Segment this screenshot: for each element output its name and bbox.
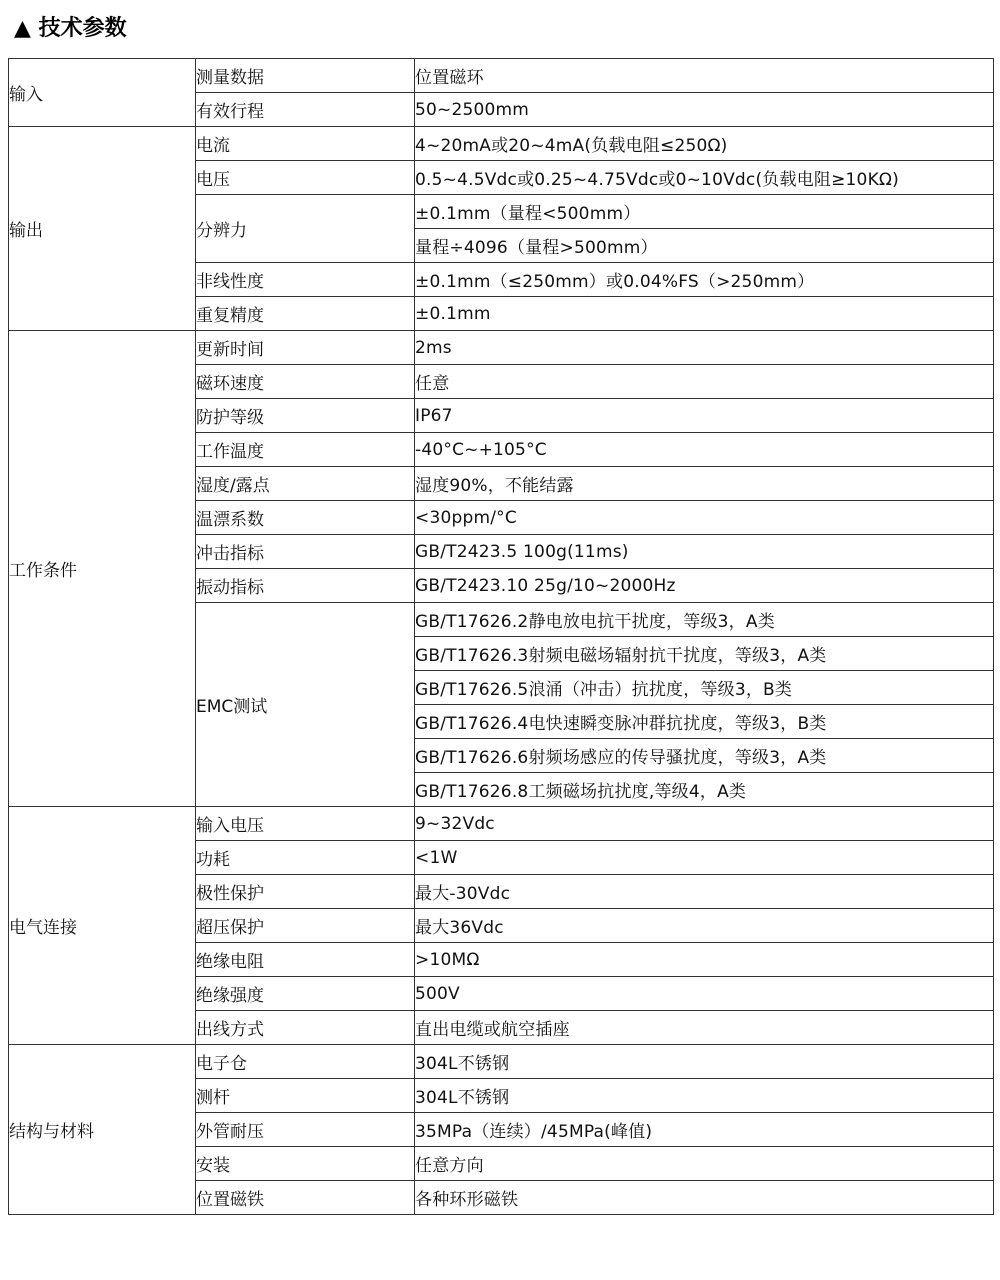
category-cell: 结构与材料 <box>9 1045 196 1215</box>
parameter-value-cell: 量程÷4096（量程>500mm） <box>415 229 994 263</box>
parameter-value-cell: 位置磁环 <box>415 59 994 93</box>
parameter-value-cell: 304L不锈钢 <box>415 1079 994 1113</box>
parameter-name-cell: 绝缘强度 <box>196 977 415 1011</box>
parameter-value-cell: 0.5~4.5Vdc或0.25~4.75Vdc或0~10Vdc(负载电阻≥10KΩ) <box>415 161 994 195</box>
parameter-value-cell: 4~20mA或20~4mA(负载电阻≤250Ω) <box>415 127 994 161</box>
parameter-value-cell: -40°C~+105°C <box>415 433 994 467</box>
parameter-value-cell: 最大36Vdc <box>415 909 994 943</box>
parameter-name-cell: 有效行程 <box>196 93 415 127</box>
parameter-name-cell: EMC测试 <box>196 603 415 807</box>
parameter-name-cell: 磁环速度 <box>196 365 415 399</box>
parameter-name-cell: 工作温度 <box>196 433 415 467</box>
parameter-value-cell: <1W <box>415 841 994 875</box>
spec-table <box>8 58 994 1215</box>
parameter-name-cell: 冲击指标 <box>196 535 415 569</box>
parameter-name-cell: 电子仓 <box>196 1045 415 1079</box>
parameter-name-cell: 温漂系数 <box>196 501 415 535</box>
parameter-value-cell: 最大-30Vdc <box>415 875 994 909</box>
parameter-name-cell: 测量数据 <box>196 59 415 93</box>
parameter-name-cell: 出线方式 <box>196 1011 415 1045</box>
table-row <box>9 1045 994 1079</box>
parameter-value-cell: >10MΩ <box>415 943 994 977</box>
parameter-name-cell: 振动指标 <box>196 569 415 603</box>
parameter-value-cell: IP67 <box>415 399 994 433</box>
parameter-name-cell: 防护等级 <box>196 399 415 433</box>
parameter-name-cell: 输入电压 <box>196 807 415 841</box>
parameter-value-cell: 湿度90%，不能结露 <box>415 467 994 501</box>
parameter-name-cell: 湿度/露点 <box>196 467 415 501</box>
parameter-value-cell: GB/T17626.2静电放电抗干扰度，等级3，A类 <box>415 603 994 637</box>
parameter-value-cell: 35MPa（连续）/45MPa(峰值) <box>415 1113 994 1147</box>
section-title: ▲ 技术参数 <box>14 16 127 41</box>
parameter-value-cell: 各种环形磁铁 <box>415 1181 994 1215</box>
parameter-name-cell: 外管耐压 <box>196 1113 415 1147</box>
parameter-value-cell: GB/T2423.5 100g(11ms) <box>415 535 994 569</box>
parameter-value-cell: ±0.1mm <box>415 297 994 331</box>
parameter-name-cell: 超压保护 <box>196 909 415 943</box>
parameter-name-cell: 安装 <box>196 1147 415 1181</box>
parameter-name-cell: 功耗 <box>196 841 415 875</box>
parameter-name-cell: 更新时间 <box>196 331 415 365</box>
parameter-value-cell: 50~2500mm <box>415 93 994 127</box>
parameter-name-cell: 极性保护 <box>196 875 415 909</box>
parameter-name-cell: 绝缘电阻 <box>196 943 415 977</box>
parameter-value-cell: GB/T17626.4电快速瞬变脉冲群抗扰度，等级3，B类 <box>415 705 994 739</box>
parameter-value-cell: ±0.1mm（≤250mm）或0.04%FS（>250mm） <box>415 263 994 297</box>
parameter-value-cell: 304L不锈钢 <box>415 1045 994 1079</box>
parameter-value-cell: GB/T2423.10 25g/10~2000Hz <box>415 569 994 603</box>
table-row <box>9 331 994 365</box>
parameter-name-cell: 分辨力 <box>196 195 415 263</box>
parameter-name-cell: 位置磁铁 <box>196 1181 415 1215</box>
category-cell: 电气连接 <box>9 807 196 1045</box>
parameter-value-cell: 500V <box>415 977 994 1011</box>
table-row <box>9 127 994 161</box>
parameter-value-cell: GB/T17626.3射频电磁场辐射抗干扰度，等级3，A类 <box>415 637 994 671</box>
parameter-value-cell: ±0.1mm（量程<500mm） <box>415 195 994 229</box>
parameter-name-cell: 重复精度 <box>196 297 415 331</box>
parameter-value-cell: GB/T17626.5浪涌（冲击）抗扰度，等级3，B类 <box>415 671 994 705</box>
table-row <box>9 59 994 93</box>
parameter-name-cell: 测杆 <box>196 1079 415 1113</box>
parameter-name-cell: 电流 <box>196 127 415 161</box>
parameter-value-cell: GB/T17626.8工频磁场抗扰度,等级4，A类 <box>415 773 994 807</box>
parameter-value-cell: 任意 <box>415 365 994 399</box>
parameter-value-cell: 直出电缆或航空插座 <box>415 1011 994 1045</box>
parameter-name-cell: 非线性度 <box>196 263 415 297</box>
category-cell: 输出 <box>9 127 196 331</box>
spec-table-body <box>9 59 994 1215</box>
parameter-value-cell: 2ms <box>415 331 994 365</box>
parameter-value-cell: <30ppm/°C <box>415 501 994 535</box>
parameter-value-cell: GB/T17626.6射频场感应的传导骚扰度，等级3，A类 <box>415 739 994 773</box>
category-cell: 工作条件 <box>9 331 196 807</box>
parameter-value-cell: 任意方向 <box>415 1147 994 1181</box>
category-cell: 输入 <box>9 59 196 127</box>
parameter-value-cell: 9~32Vdc <box>415 807 994 841</box>
parameter-name-cell: 电压 <box>196 161 415 195</box>
table-row <box>9 807 994 841</box>
